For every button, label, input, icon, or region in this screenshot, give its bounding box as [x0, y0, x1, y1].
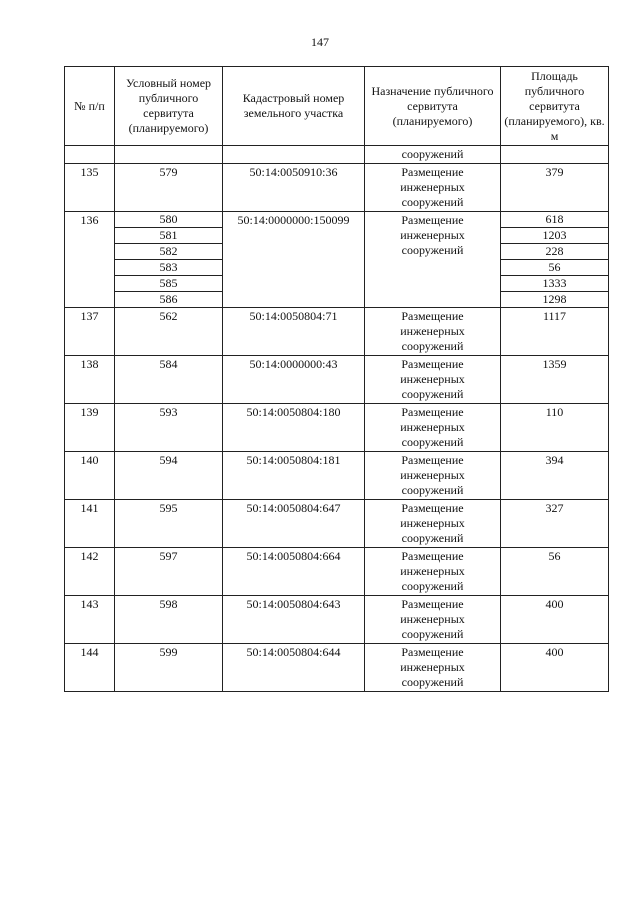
- purpose-line: инженерных: [400, 468, 465, 482]
- servitude-table: [64, 66, 609, 692]
- row-conditional-number: 584: [115, 356, 223, 404]
- row-conditional-number: 597: [115, 548, 223, 596]
- row-conditional-number: 562: [115, 308, 223, 356]
- row-cadastral-number: 50:14:0000000:150099: [223, 212, 365, 308]
- row-conditional-number: 593: [115, 404, 223, 452]
- purpose-line: Размещение: [401, 597, 464, 611]
- purpose-line: Размещение: [401, 453, 464, 467]
- purpose-cell: [365, 548, 501, 596]
- conditional-number-item: 586: [159, 292, 178, 306]
- purpose-cell: [365, 212, 501, 308]
- conditional-number-item: 583: [115, 260, 222, 276]
- row-cadastral-number: 50:14:0000000:43: [223, 356, 365, 404]
- row-area: 1117: [501, 308, 609, 356]
- row-num: 137: [65, 308, 115, 356]
- row-cadastral-number: 50:14:0050804:181: [223, 452, 365, 500]
- area-item: 1333: [501, 276, 608, 292]
- purpose-line: сооружений: [401, 243, 464, 257]
- row-area: 56: [501, 548, 609, 596]
- purpose-cell: [365, 596, 501, 644]
- row-conditional-number: 579: [115, 164, 223, 212]
- area-item: 228: [501, 244, 608, 260]
- row-area: 400: [501, 644, 609, 692]
- row-area: 110: [501, 404, 609, 452]
- purpose-line: Размещение: [401, 165, 464, 179]
- conditional-number-item: 585: [115, 276, 222, 292]
- table-header-row: [65, 67, 609, 146]
- purpose-line: инженерных: [400, 612, 465, 626]
- purpose-line: Размещение: [401, 645, 464, 659]
- continuation-purpose: сооружений: [365, 146, 501, 164]
- row-num: 135: [65, 164, 115, 212]
- row-num: 143: [65, 596, 115, 644]
- row-area: 1359: [501, 356, 609, 404]
- row-num: 144: [65, 644, 115, 692]
- purpose-cell: [365, 500, 501, 548]
- purpose-line: Размещение: [401, 357, 464, 371]
- row-area: 379: [501, 164, 609, 212]
- purpose-line: инженерных: [400, 660, 465, 674]
- purpose-line: Размещение: [401, 213, 464, 227]
- purpose-line: сооружений: [401, 339, 464, 353]
- purpose-line: Размещение: [401, 549, 464, 563]
- conditional-number-item: 580: [115, 212, 222, 228]
- area-item: 618: [501, 212, 608, 228]
- purpose-line: инженерных: [400, 324, 465, 338]
- purpose-line: Размещение: [401, 405, 464, 419]
- table-row: [65, 308, 609, 356]
- header-num: № п/п: [65, 67, 115, 146]
- row-num: 142: [65, 548, 115, 596]
- row-cadastral-number: 50:14:0050804:647: [223, 500, 365, 548]
- table-row: [65, 164, 609, 212]
- row-area: 394: [501, 452, 609, 500]
- area-item: 1298: [542, 292, 567, 306]
- table-row: [65, 644, 609, 692]
- row-conditional-numbers: [115, 212, 223, 308]
- purpose-line: сооружений: [401, 579, 464, 593]
- purpose-line: сооружений: [401, 627, 464, 641]
- purpose-line: сооружений: [401, 387, 464, 401]
- row-conditional-number: 594: [115, 452, 223, 500]
- purpose-cell: [365, 164, 501, 212]
- row-num: 138: [65, 356, 115, 404]
- row-area: 327: [501, 500, 609, 548]
- page-number: 147: [311, 35, 329, 49]
- purpose-line: инженерных: [400, 516, 465, 530]
- purpose-cell: [365, 308, 501, 356]
- area-item: 56: [501, 260, 608, 276]
- purpose-line: сооружений: [401, 675, 464, 689]
- purpose-cell: [365, 404, 501, 452]
- header-area: Площадь публичного сервитута (планируемого), кв. м: [501, 67, 609, 146]
- purpose-cell: [365, 452, 501, 500]
- purpose-cell: [365, 356, 501, 404]
- table-row-group: [65, 212, 609, 308]
- row-conditional-number: 595: [115, 500, 223, 548]
- header-conditional-number: Условный номер публичного сервитута (планируемого): [115, 67, 223, 146]
- row-conditional-number: 598: [115, 596, 223, 644]
- row-cadastral-number: 50:14:0050804:643: [223, 596, 365, 644]
- purpose-line: инженерных: [400, 420, 465, 434]
- row-areas: [501, 212, 609, 308]
- header-cadastral-number: Кадастровый номер земельного участка: [223, 67, 365, 146]
- row-num: 139: [65, 404, 115, 452]
- row-num: 140: [65, 452, 115, 500]
- purpose-line: сооружений: [401, 483, 464, 497]
- row-cadastral-number: 50:14:0050804:180: [223, 404, 365, 452]
- conditional-number-item: 581: [115, 228, 222, 244]
- row-cadastral-number: 50:14:0050804:644: [223, 644, 365, 692]
- table-row: [65, 452, 609, 500]
- purpose-line: сооружений: [401, 435, 464, 449]
- purpose-line: инженерных: [400, 228, 465, 242]
- row-num: 141: [65, 500, 115, 548]
- conditional-number-item: 582: [115, 244, 222, 260]
- purpose-line: Размещение: [401, 501, 464, 515]
- row-cadastral-number: 50:14:0050804:664: [223, 548, 365, 596]
- row-cadastral-number: 50:14:0050804:71: [223, 308, 365, 356]
- row-cadastral-number: 50:14:0050910:36: [223, 164, 365, 212]
- purpose-line: сооружений: [401, 195, 464, 209]
- header-purpose: Назначение публичного сервитута (планируемого): [365, 67, 501, 146]
- area-item: 1203: [501, 228, 608, 244]
- purpose-line: инженерных: [400, 180, 465, 194]
- row-conditional-number: 599: [115, 644, 223, 692]
- purpose-line: инженерных: [400, 372, 465, 386]
- table-row: [65, 404, 609, 452]
- row-num: 136: [65, 212, 115, 308]
- table-row: [65, 596, 609, 644]
- purpose-cell: [365, 644, 501, 692]
- row-area: 400: [501, 596, 609, 644]
- table-row: [65, 500, 609, 548]
- purpose-line: инженерных: [400, 564, 465, 578]
- continuation-row: [65, 146, 609, 164]
- purpose-line: Размещение: [401, 309, 464, 323]
- table-row: [65, 356, 609, 404]
- table-row: [65, 548, 609, 596]
- purpose-line: сооружений: [401, 531, 464, 545]
